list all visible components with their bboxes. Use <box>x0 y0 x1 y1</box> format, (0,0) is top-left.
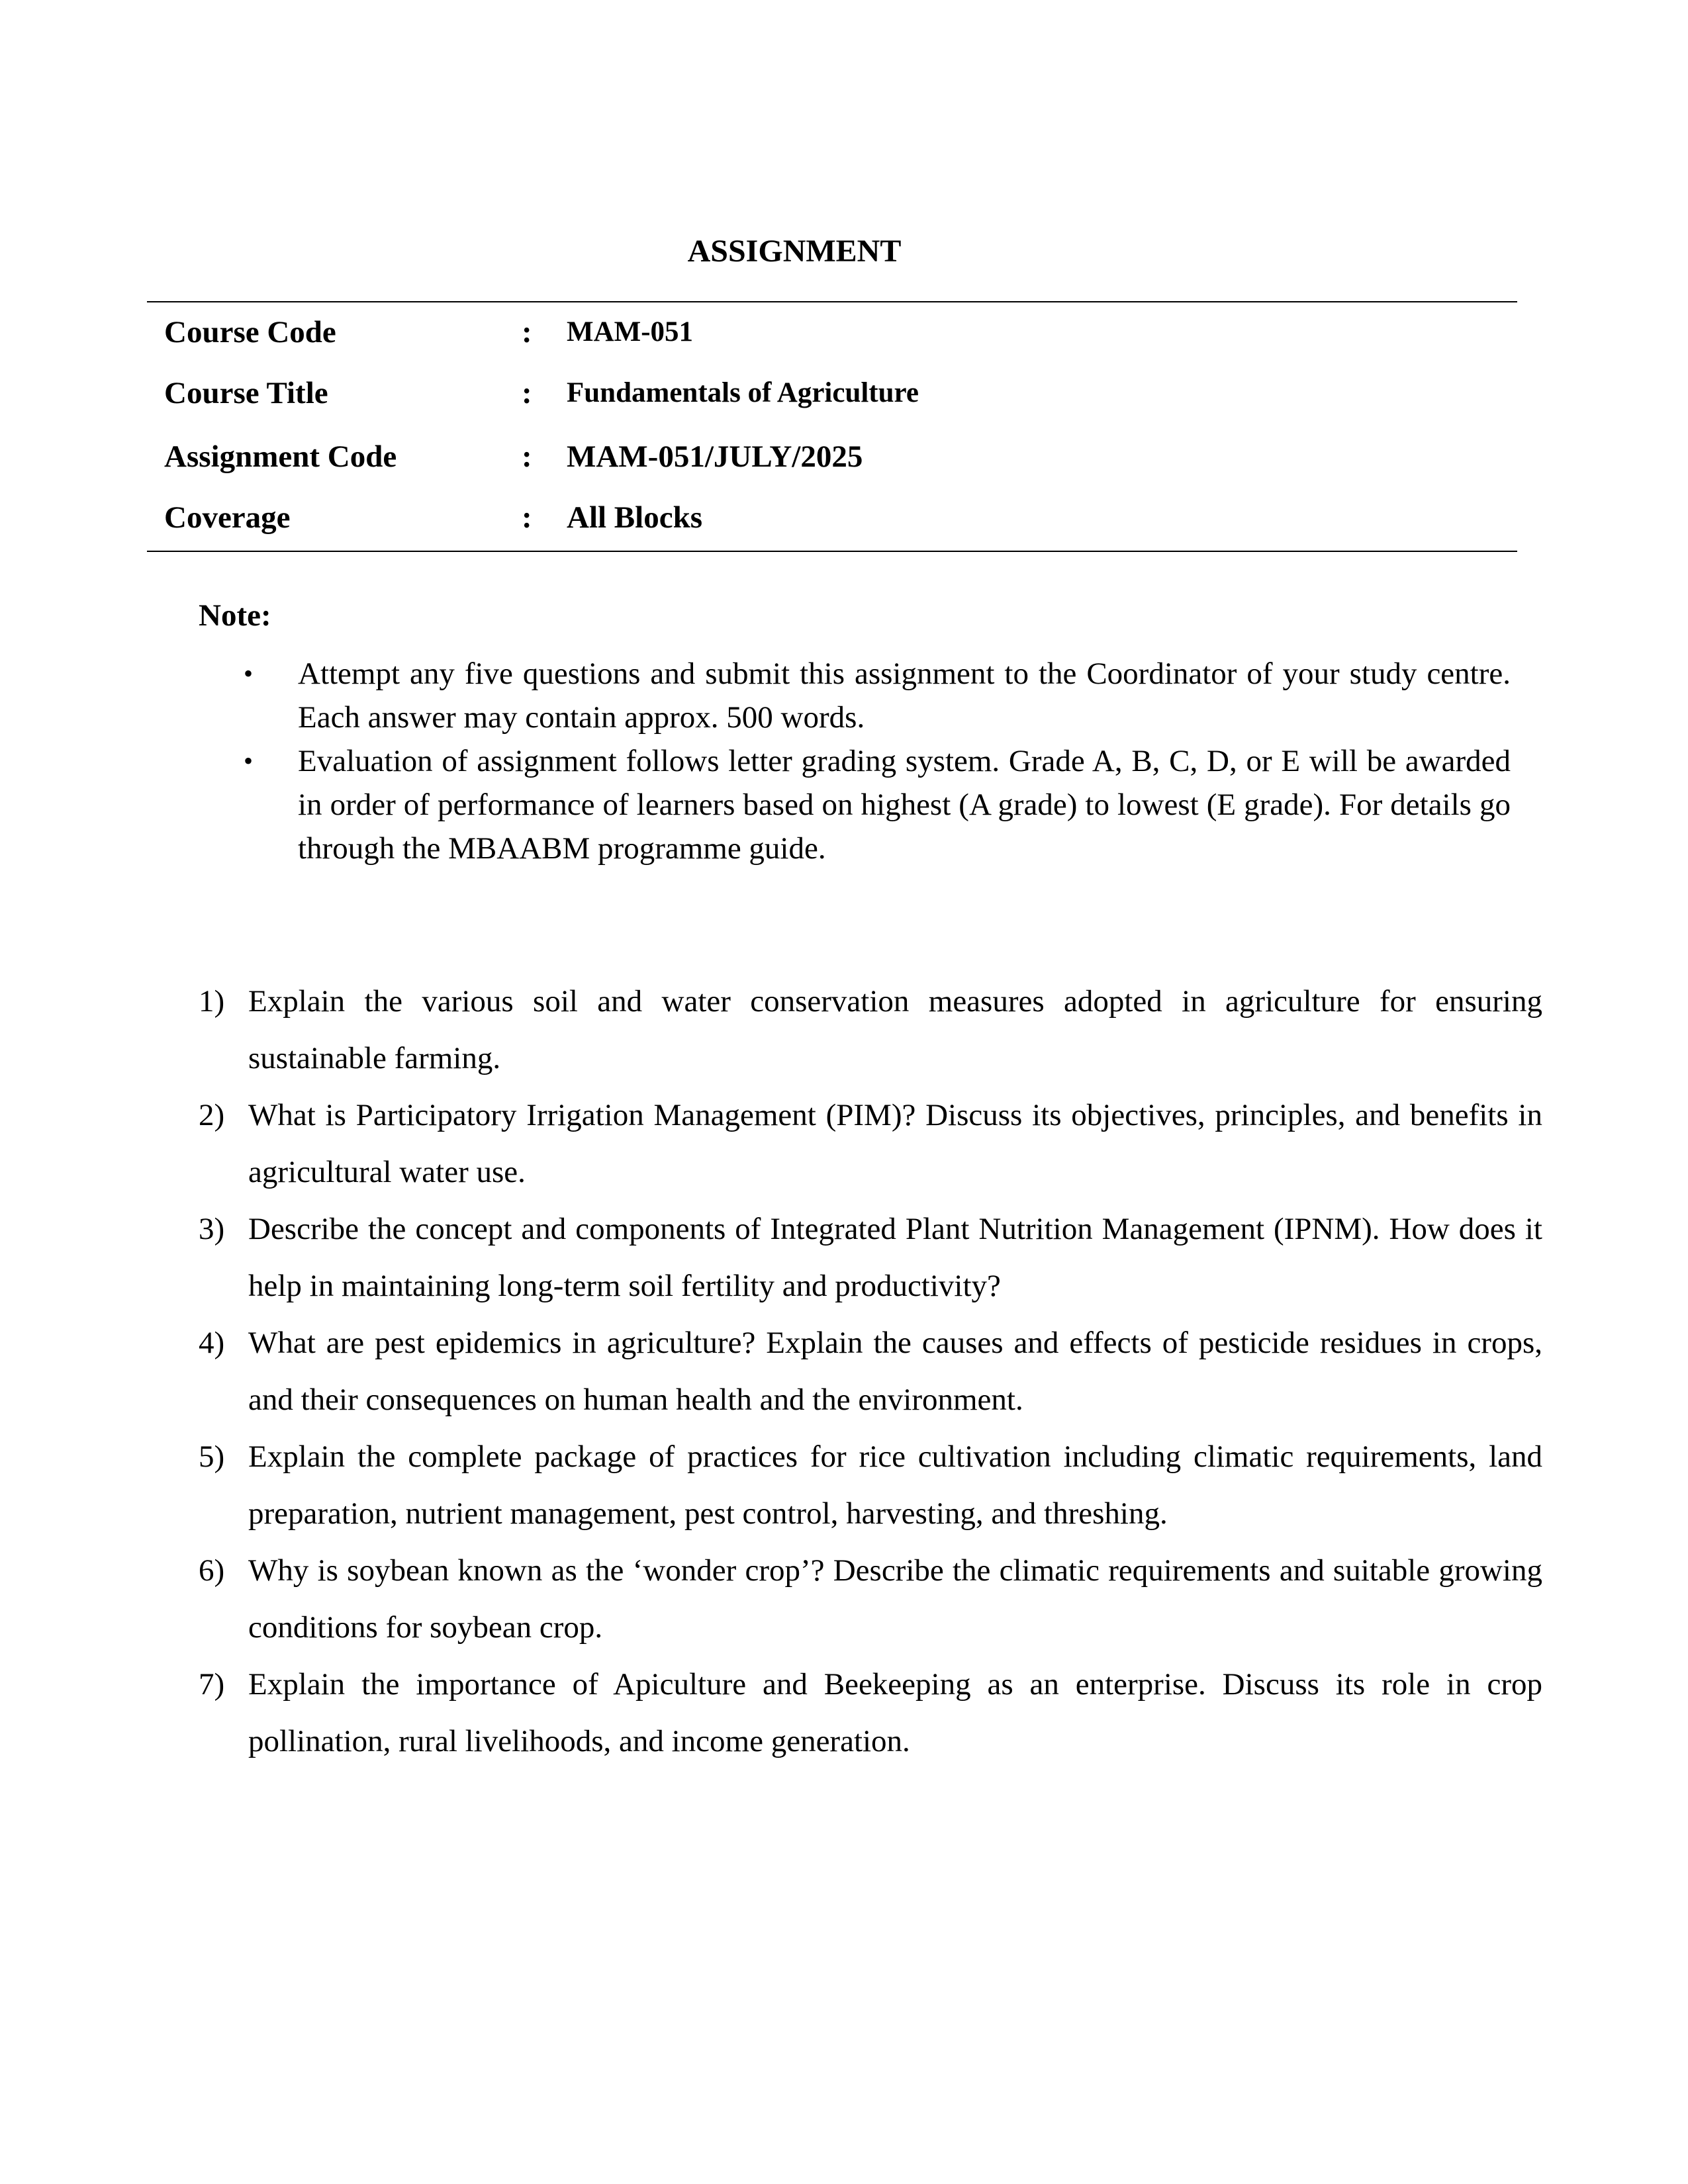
question-number: 4) <box>199 1326 225 1360</box>
bullet-icon: • <box>244 659 254 688</box>
question-text: What are pest epidemics in agriculture? Explain the causes and effects of pesticide residues in crops, and their consequences on human health and the environment. <box>248 1326 1542 1417</box>
meta-colon: : <box>522 439 532 474</box>
meta-colon: : <box>522 376 532 410</box>
question-list <box>199 973 1542 1770</box>
header-top-rule <box>147 301 1517 302</box>
page-title: ASSIGNMENT <box>687 234 902 269</box>
question-number: 5) <box>199 1439 225 1474</box>
question-number: 6) <box>199 1553 225 1588</box>
question-item <box>199 1542 1542 1656</box>
note-item-text: Attempt any five questions and submit this assignment to the Coordinator of your study centre. Each answer may contain approx. 500 words. <box>298 657 1511 735</box>
meta-label: Course Title <box>164 376 328 410</box>
meta-label: Course Code <box>164 315 336 349</box>
question-text: Explain the various soil and water conservation measures adopted in agriculture for ensuring sustainable farming. <box>248 984 1542 1075</box>
bullet-icon: • <box>244 746 254 776</box>
question-text: Explain the importance of Apiculture and Beekeeping as an enterprise. Discuss its role in crop pollination, rural livelihoods, and income generation. <box>248 1667 1542 1758</box>
question-item <box>199 1428 1542 1542</box>
meta-value: All Blocks <box>567 500 703 535</box>
question-number: 2) <box>199 1098 225 1132</box>
question-item <box>199 1656 1542 1770</box>
question-text: Explain the complete package of practices for rice cultivation including climatic requirements, land preparation, nutrient management, pest control, harvesting, and threshing. <box>248 1439 1542 1531</box>
meta-label: Assignment Code <box>164 439 397 474</box>
question-item <box>199 1201 1542 1314</box>
note-item <box>244 652 1511 739</box>
note-item <box>244 739 1511 870</box>
meta-colon: : <box>522 500 532 535</box>
note-heading: Note: <box>199 598 271 633</box>
header-bottom-rule <box>147 551 1517 552</box>
meta-colon: : <box>522 315 532 349</box>
question-item <box>199 973 1542 1087</box>
meta-label: Coverage <box>164 500 291 535</box>
note-list <box>244 652 1511 870</box>
question-text: Describe the concept and components of Integrated Plant Nutrition Management (IPNM). How does it help in maintaining long-term soil fertility and productivity? <box>248 1212 1542 1303</box>
question-item <box>199 1087 1542 1201</box>
question-number: 3) <box>199 1212 225 1246</box>
note-item-text: Evaluation of assignment follows letter grading system. Grade A, B, C, D, or E will be awarded in order of performance of learners based on highest (A grade) to lowest (E grade). For details go through the MBAABM programme guide. <box>298 744 1511 866</box>
meta-value: MAM-051/JULY/2025 <box>567 439 863 474</box>
question-item <box>199 1314 1542 1428</box>
question-text: What is Participatory Irrigation Management (PIM)? Discuss its objectives, principles, and benefits in agricultural water use. <box>248 1098 1542 1189</box>
question-text: Why is soybean known as the ‘wonder crop’? Describe the climatic requirements and suitable growing conditions for soybean crop. <box>248 1553 1542 1645</box>
question-number: 1) <box>199 984 225 1019</box>
question-number: 7) <box>199 1667 225 1702</box>
meta-value: MAM-051 <box>567 316 694 347</box>
meta-value: Fundamentals of Agriculture <box>567 377 919 408</box>
